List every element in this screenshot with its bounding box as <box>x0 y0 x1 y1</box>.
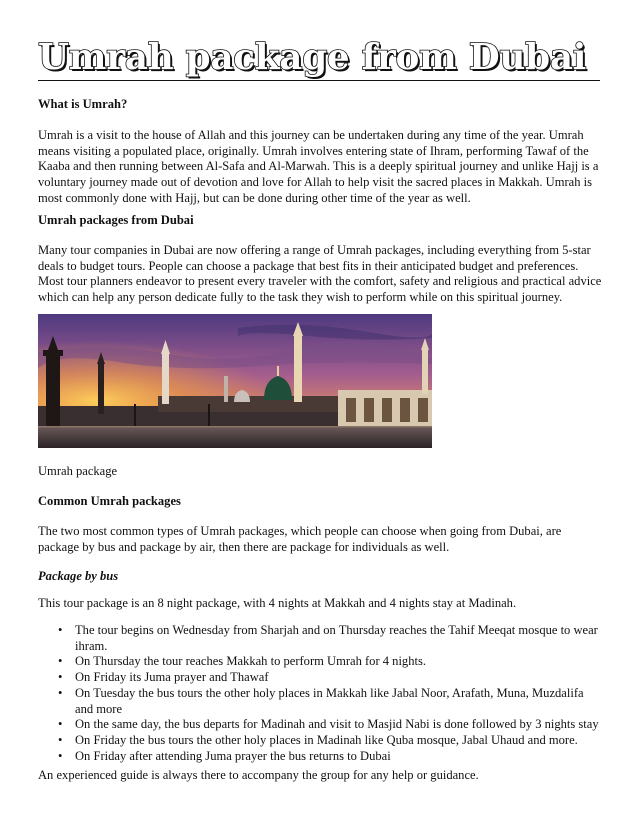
list-item <box>38 717 604 733</box>
paragraph-what-is-umrah: Umrah is a visit to the house of Allah and this journey can be undertaken during any time of the year. Umrah means visiting a populated place, originally. Umrah involves entering state of Ihram, performing Tawaf of the Kaaba and then running between Al-Safa and Al-Marwah. This is a deeply spiritual journey and unlike Hajj is a voluntary journey made out of devotion and love for Allah to help visit the sacred places in Makkah. Umrah is most commonly done with Hajj, but can be done during other time of the year as well. <box>38 128 599 205</box>
paragraph-guide: An experienced guide is always there to accompany the group for any help or guidance. <box>38 768 479 782</box>
heading-common-packages: Common Umrah packages <box>38 494 181 508</box>
bullet-icon: • <box>58 670 63 685</box>
paragraph-umrah-packages: Many tour companies in Dubai are now offering a range of Umrah packages, including everything from 5-star deals to budget tours. People can choose a package that best fits in their anticipated budget and preferences. Most tour planners endeavor to present every traveler with the comfort, safety and religious and practical advice which can help any person dedicate fully to the task they wish to perform while on this spiritual journey. <box>38 243 602 305</box>
heading-package-by-bus: Package by bus <box>38 569 119 583</box>
list-item-text: On the same day, the bus departs for Madinah and visit to Masjid Nabi is done followed by 3 nights stay <box>75 717 599 732</box>
list-item <box>38 749 604 765</box>
list-item <box>38 733 604 749</box>
bullet-icon: • <box>58 623 63 637</box>
list-item-text: On Friday the bus tours the other holy places in Madinah like Quba mosque, Jabal Uhaud and more. <box>75 732 578 747</box>
list-item-text: On Tuesday the bus tours the other holy places in Makkah like Jabal Noor, Arafath, Muna, Muzdalifa and more <box>75 685 584 716</box>
list-item-text: On Friday its Juma prayer and Thawaf <box>75 670 269 685</box>
bullet-icon: • <box>58 654 63 669</box>
bullet-icon: • <box>58 748 63 763</box>
heading-what-is-umrah: What is Umrah? <box>38 97 128 111</box>
list-item <box>38 623 604 654</box>
paragraph-package-by-bus: This tour package is an 8 night package, with 4 nights at Makkah and 4 nights stay at Madinah. <box>38 596 517 610</box>
list-item <box>38 686 604 717</box>
paragraph-common-packages: The two most common types of Umrah packages, which people can choose when going from Dubai, are package by bus and package by air, then there are package for individuals as well. <box>38 524 562 554</box>
bullet-icon: • <box>58 732 63 747</box>
mosque-photo <box>38 314 432 448</box>
list-item <box>38 654 604 670</box>
title-underline <box>38 80 600 81</box>
list-item-text: On Friday after attending Juma prayer the bus returns to Dubai <box>75 748 391 763</box>
page-title: Umrah package from Dubai <box>38 37 587 78</box>
list-item <box>38 670 604 686</box>
list-item-text: The tour begins on Wednesday from Sharjah and on Thursday reaches the Tahif Meeqat mosque to wear ihram. <box>75 623 598 653</box>
image-caption: Umrah package <box>38 464 118 478</box>
list-item-text: On Thursday the tour reaches Makkah to perform Umrah for 4 nights. <box>75 654 426 669</box>
itinerary-list <box>38 623 604 764</box>
bullet-icon: • <box>58 685 63 700</box>
heading-umrah-packages: Umrah packages from Dubai <box>38 213 194 227</box>
bullet-icon: • <box>58 717 63 732</box>
